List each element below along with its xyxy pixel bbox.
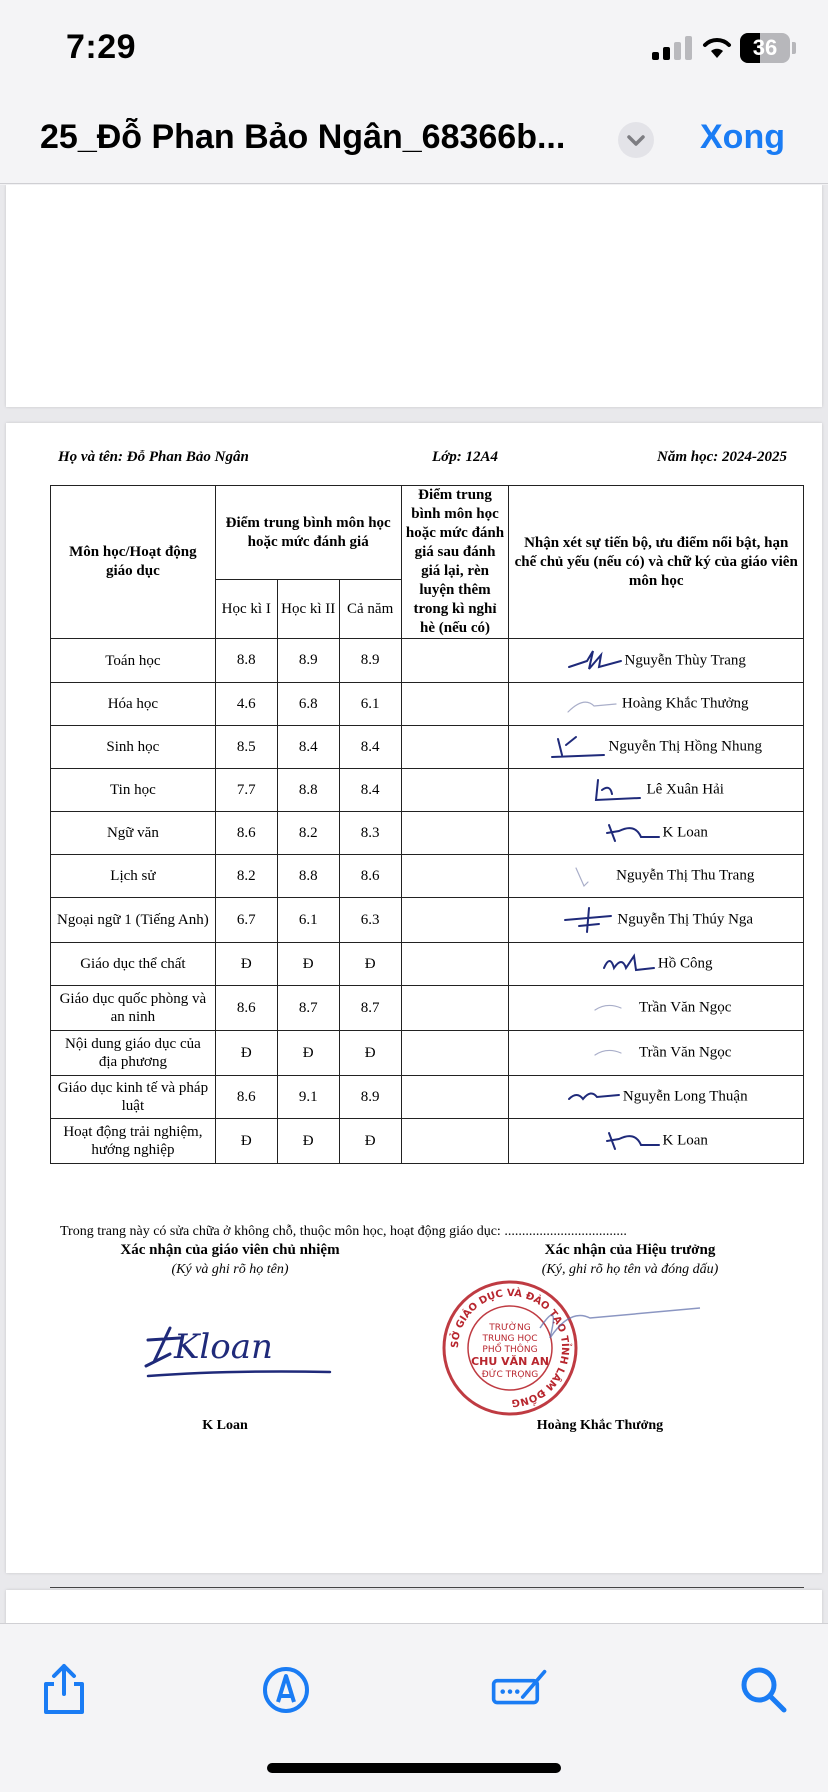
teacher-name: Nguyễn Thùy Trang [624,652,746,668]
teacher-name: Hồ Công [657,955,713,972]
table-row [51,943,804,986]
reassessment-cell [401,1119,509,1164]
teacher-signature [558,862,614,890]
school-year: Năm học: 2024-2025 [657,449,787,465]
subject-cell: Ngữ văn [51,812,216,855]
homeroom-signature [140,1310,340,1390]
markup-icon[interactable] [256,1658,316,1718]
teacher-cell [509,726,804,769]
teacher-signature [564,690,620,718]
year-score: 8.6 [339,855,401,898]
year-score: Đ [339,1031,401,1076]
table-row [51,726,804,769]
teacher-signature [581,994,637,1022]
student-name: Họ và tên: Đỗ Phan Bảo Ngân [58,449,249,465]
teacher-signature [600,950,656,978]
year-score: 8.4 [339,726,401,769]
term-1-score: 8.5 [215,726,277,769]
header-average: Điểm trung bình môn học hoặc mức đánh giá [215,486,401,580]
table-row [51,639,804,683]
reassessment-cell [401,769,509,812]
reassessment-cell [401,639,509,683]
table-row [51,683,804,726]
teacher-name: Nguyễn Thị Thu Trang [616,867,755,884]
svg-text:TRƯỜNG: TRƯỜNG [489,1323,531,1333]
home-indicator [267,1763,561,1773]
term-2-score: Đ [277,943,339,986]
navigation-bar [0,100,828,184]
term-2-score: 8.4 [277,726,339,769]
teacher-name: Nguyễn Long Thuận [622,1088,748,1105]
term-1-score: 8.2 [215,855,277,898]
term-2-score: 6.8 [277,683,339,726]
reassessment-cell [401,812,509,855]
next-page [6,1590,822,1623]
subject-cell: Tin học [51,769,216,812]
svg-text:PHỔ THÔNG: PHỔ THÔNG [482,1345,538,1355]
table-row [51,812,804,855]
document-viewer[interactable] [0,185,828,1623]
year-score: 8.7 [339,986,401,1031]
teacher-cell [509,1119,804,1164]
reassessment-cell [401,683,509,726]
teacher-cell [509,898,804,943]
teacher-name: Hoàng Khắc Thưởng [621,695,749,712]
reassessment-cell [401,898,509,943]
teacher-name: Trần Văn Ngọc [638,999,732,1016]
reassessment-cell [401,855,509,898]
teacher-name: Nguyễn Thị Hồng Nhung [608,738,762,755]
term-2-score: 8.8 [277,855,339,898]
teacher-cell [509,812,804,855]
year-score: 8.4 [339,769,401,812]
header-term-1: Học kì I [215,580,277,639]
principal-confirm-title: Xác nhận của Hiệu trưởng [544,1242,716,1258]
done-button[interactable]: Xong [700,118,785,156]
teacher-signature [550,733,606,761]
term-2-score: 8.2 [277,812,339,855]
term-1-score: 8.6 [215,812,277,855]
cellular-signal-icon [652,36,696,60]
term-1-score: 8.6 [215,986,277,1031]
teacher-signature [605,819,661,847]
year-score: 8.9 [339,1076,401,1119]
teacher-cell [509,639,804,683]
previous-page [6,185,822,407]
teacher-cell [509,943,804,986]
table-row [51,1076,804,1119]
teacher-signature [581,1039,637,1067]
teacher-cell [509,1076,804,1119]
subject-cell: Giáo dục quốc phòng và an ninh [51,986,216,1031]
header-reassessment: Điểm trung bình môn học hoặc mức đánh giá sau đánh giá lại, rèn luyện thêm trong kì nghỉ hè (nếu có) [401,486,509,639]
year-score: 8.3 [339,812,401,855]
year-score: Đ [339,1119,401,1164]
year-score: 6.3 [339,898,401,943]
header-comments: Nhận xét sự tiến bộ, ưu điểm nổi bật, hạn chế chủ yếu (nếu có) và chữ ký của giáo viên môn học [509,486,804,639]
battery-icon [740,33,790,63]
subject-cell: Giáo dục kinh tế và pháp luật [51,1076,216,1119]
chevron-down-icon [618,122,654,158]
table-row [51,855,804,898]
correction-note: Trong trang này có sửa chữa ở không chỗ, thuộc môn học, hoạt động giáo dục: ................................... [60,1224,627,1239]
teacher-signature [567,647,623,675]
term-1-score: 7.7 [215,769,277,812]
teacher-cell [509,855,804,898]
table-row [51,986,804,1031]
table-row [51,769,804,812]
subject-cell: Ngoại ngữ 1 (Tiếng Anh) [51,898,216,943]
homeroom-teacher-name: K Loan [202,1418,248,1433]
battery-level: 36 [752,35,778,60]
teacher-name: K Loan [662,824,708,841]
term-1-score: Đ [215,943,277,986]
principal-confirm-sub: (Ký, ghi rõ họ tên và đóng dấu) [541,1262,719,1277]
subject-cell: Sinh học [51,726,216,769]
form-fill-icon[interactable] [490,1658,550,1718]
teacher-cell [509,1031,804,1076]
year-score: Đ [339,943,401,986]
status-time: 7:29 [66,28,137,66]
year-score: 6.1 [339,683,401,726]
teacher-cell [509,986,804,1031]
reassessment-cell [401,1076,509,1119]
principal-name: Hoàng Khắc Thưởng [536,1418,664,1433]
table-row [51,1031,804,1076]
subject-cell: Hóa học [51,683,216,726]
subject-cell: Giáo dục thể chất [51,943,216,986]
subject-cell: Hoạt động trải nghiệm, hướng nghiệp [51,1119,216,1164]
table-row [51,898,804,943]
svg-text:CHU VĂN AN: CHU VĂN AN [471,1355,549,1368]
next-page-table-edge [50,1587,804,1588]
reassessment-cell [401,943,509,986]
teacher-name: Trần Văn Ngọc [638,1044,732,1061]
subject-cell: Lịch sử [51,855,216,898]
search-icon[interactable] [734,1658,794,1718]
term-1-score: Đ [215,1031,277,1076]
term-2-score: 8.8 [277,769,339,812]
svg-text:TRUNG HỌC: TRUNG HỌC [482,1334,538,1344]
teacher-signature [559,906,615,934]
svg-text:Kloan: Kloan [174,1327,273,1367]
subject-cell: Nội dung giáo dục của địa phương [51,1031,216,1076]
term-1-score: Đ [215,1119,277,1164]
term-2-score: 9.1 [277,1076,339,1119]
teacher-signature [588,776,644,804]
term-1-score: 8.6 [215,1076,277,1119]
teacher-signature [565,1083,621,1111]
term-1-score: 6.7 [215,898,277,943]
svg-text:ĐỨC TRỌNG: ĐỨC TRỌNG [481,1370,539,1380]
term-2-score: Đ [277,1119,339,1164]
term-1-score: 4.6 [215,683,277,726]
header-subject: Môn học/Hoạt động giáo dục [51,486,216,639]
status-bar [0,0,828,100]
teacher-cell [509,683,804,726]
teacher-signature [605,1127,661,1155]
teacher-name: Lê Xuân Hải [646,781,724,798]
term-2-score: 6.1 [277,898,339,943]
teacher-name: Nguyễn Thị Thúy Nga [617,911,754,928]
document-title[interactable]: 25_Đỗ Phan Bảo Ngân_68366b... [40,118,566,156]
title-menu-button[interactable] [618,122,654,158]
year-score: 8.9 [339,639,401,683]
homeroom-confirm-title: Xác nhận của giáo viên chủ nhiệm [120,1242,340,1258]
term-1-score: 8.8 [215,639,277,683]
term-2-score: Đ [277,1031,339,1076]
header-full-year: Cả năm [339,580,401,639]
term-2-score: 8.7 [277,986,339,1031]
header-term-2: Học kì II [277,580,339,639]
teacher-name: K Loan [662,1132,708,1149]
share-icon[interactable] [34,1658,94,1718]
subject-cell: Toán học [51,639,216,683]
teacher-cell [509,769,804,812]
wifi-icon [700,34,734,60]
svg-text:SỞ GIÁO DỤC VÀ ĐÀO TẠO TỈNH LÂ: SỞ GIÁO DỤC VÀ ĐÀO TẠO TỈNH LÂM ĐỒNG [449,1287,571,1409]
term-2-score: 8.9 [277,639,339,683]
reassessment-cell [401,986,509,1031]
homeroom-confirm-sub: (Ký và ghi rõ họ tên) [171,1262,289,1277]
reassessment-cell [401,1031,509,1076]
class-label: Lớp: 12A4 [432,449,498,465]
table-row [51,1119,804,1164]
school-stamp [440,1278,710,1418]
reassessment-cell [401,726,509,769]
grades-table [50,485,804,1164]
